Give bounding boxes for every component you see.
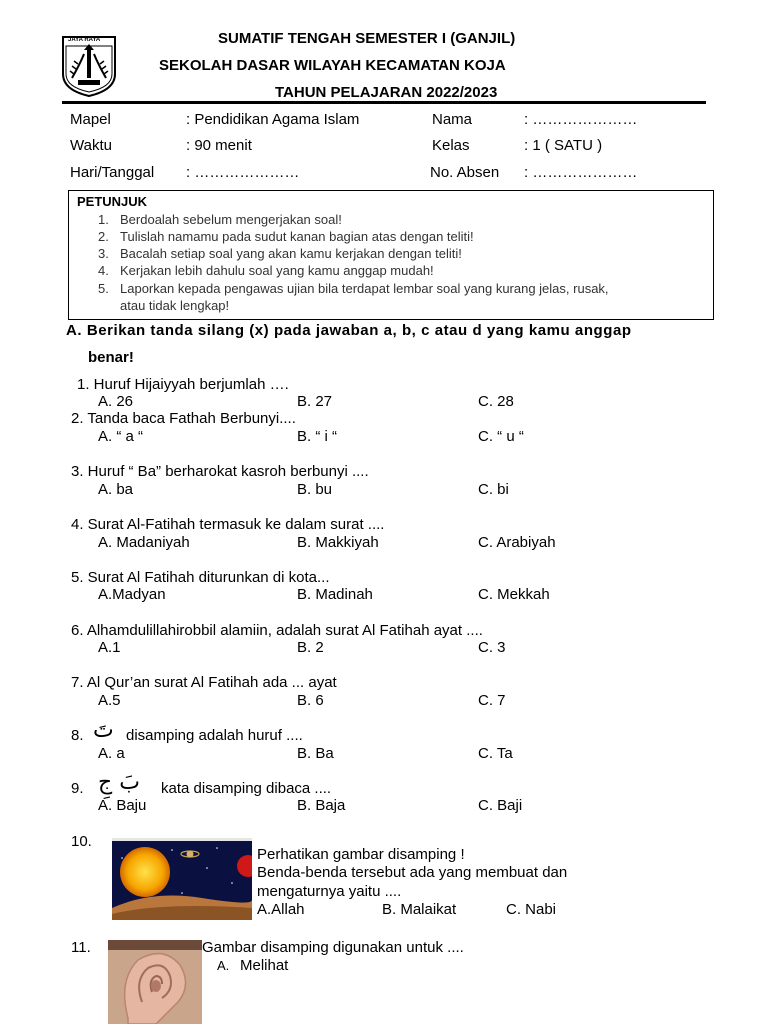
question-6: 6. Alhamdulillahirobbil alamiin, adalah surat Al Fatihah ayat .... (71, 622, 483, 639)
q1-option-b: B. 27 (297, 393, 333, 410)
q10-option-b: B. Malaikat (382, 901, 457, 918)
instruction-item-cont: atau tidak lengkap! (120, 298, 230, 313)
q9-option-b: B. Baja (297, 797, 346, 814)
mapel-label: Mapel (70, 111, 111, 128)
mapel-value: : Pendidikan Agama Islam (186, 111, 360, 128)
kelas-value: : 1 ( SATU ) (524, 137, 603, 154)
hari-value: : ………………… (186, 164, 300, 181)
header-rule (62, 101, 706, 104)
question-8-text: disamping adalah huruf .... (126, 727, 303, 744)
q6-option-c: C. 3 (478, 639, 506, 656)
q7-option-c: C. 7 (478, 692, 506, 709)
waktu-value: : 90 menit (186, 137, 252, 154)
q7-option-a: A.5 (98, 692, 121, 709)
question-1: 1. Huruf Hijaiyyah berjumlah …. (77, 376, 289, 393)
q5-option-a: A.Madyan (98, 586, 166, 603)
q11-option-a-label: A. (217, 958, 230, 973)
instructions-title: PETUNJUK (77, 194, 148, 209)
q8-option-c: C. Ta (478, 745, 513, 762)
q2-option-a: A. “ a “ (98, 428, 144, 445)
instruction-item: 3. Bacalah setiap soal yang akan kamu kerjakan dengan teliti! (98, 246, 462, 261)
q5-option-c: C. Mekkah (478, 586, 550, 603)
question-11-text: Gambar disamping digunakan untuk .... (202, 939, 464, 956)
absen-label: No. Absen (430, 164, 500, 181)
question-9-number: 9. (71, 780, 84, 797)
instruction-item: 2. Tulislah namamu pada sudut kanan bagian atas dengan teliti! (98, 229, 474, 244)
logo-text: JAYA RAYA (68, 37, 101, 43)
q9-option-c: C. Baji (478, 797, 523, 814)
instruction-item: 1. Berdoalah sebelum mengerjakan soal! (98, 212, 342, 227)
q2-option-c: C. “ u “ (478, 428, 524, 445)
q1-option-a: A. 26 (98, 393, 134, 410)
header-title: SUMATIF TENGAH SEMESTER I (GANJIL) (218, 30, 516, 47)
question-2: 2. Tanda baca Fathah Berbunyi.... (71, 410, 296, 427)
question-7: 7. Al Qur’an surat Al Fatihah ada ... ayat (71, 674, 337, 691)
q10-option-a: A.Allah (257, 901, 305, 918)
q3-option-a: A. ba (98, 481, 134, 498)
arabic-letter-ta: تَ (93, 718, 114, 743)
solar-system-image (112, 838, 252, 920)
q8-option-a: A. a (98, 745, 125, 762)
question-5: 5. Surat Al Fatihah diturunkan di kota... (71, 569, 330, 586)
question-10-line2: Benda-benda tersebut ada yang membuat dan (257, 864, 568, 881)
question-10-number: 10. (71, 833, 92, 850)
waktu-label: Waktu (70, 137, 112, 154)
question-10-line1: Perhatikan gambar disamping ! (257, 846, 465, 863)
ear-image (108, 940, 202, 1024)
q4-option-a: A. Madaniyah (98, 534, 190, 551)
instruction-item: 5. Laporkan kepada pengawas ujian bila terdapat lembar soal yang kurang jelas, rusak, (98, 281, 609, 296)
instruction-item: 4. Kerjakan lebih dahulu soal yang kamu anggap mudah! (98, 263, 434, 278)
q3-option-b: B. bu (297, 481, 333, 498)
header-year: TAHUN PELAJARAN 2022/2023 (275, 84, 498, 101)
q11-option-a: Melihat (240, 957, 289, 974)
q10-option-c: C. Nabi (506, 901, 557, 918)
jaya-raya-logo (60, 34, 118, 98)
question-11-number: 11. (71, 939, 91, 956)
question-10-line3: mengaturnya yaitu .... (257, 883, 402, 900)
absen-value: : ………………… (524, 164, 638, 181)
arabic-word-baji: بَ جِ (98, 770, 140, 795)
hari-label: Hari/Tanggal (70, 164, 155, 181)
nama-value: : ………………… (524, 111, 638, 128)
q3-option-c: C. bi (478, 481, 509, 498)
q6-option-a: A.1 (98, 639, 121, 656)
section-a-heading: A. Berikan tanda silang (x) pada jawaban a, b, c atau d yang kamu anggap (66, 322, 632, 339)
q8-option-b: B. Ba (297, 745, 334, 762)
q6-option-b: B. 2 (297, 639, 324, 656)
nama-label: Nama (432, 111, 473, 128)
q1-option-c: C. 28 (478, 393, 514, 410)
q7-option-b: B. 6 (297, 692, 324, 709)
question-4: 4. Surat Al-Fatihah termasuk ke dalam surat .... (71, 516, 385, 533)
question-8-number: 8. (71, 727, 84, 744)
kelas-label: Kelas (432, 137, 470, 154)
q5-option-b: B. Madinah (297, 586, 373, 603)
section-a-heading-cont: benar! (88, 349, 134, 366)
question-3: 3. Huruf “ Ba” berharokat kasroh berbunyi .... (71, 463, 369, 480)
question-9-text: kata disamping dibaca .... (161, 780, 332, 797)
header-school: SEKOLAH DASAR WILAYAH KECAMATAN KOJA (159, 57, 506, 74)
q4-option-b: B. Makkiyah (297, 534, 379, 551)
q2-option-b: B. “ i “ (297, 428, 337, 445)
q4-option-c: C. Arabiyah (478, 534, 556, 551)
q9-option-a: A. Baju (98, 797, 147, 814)
